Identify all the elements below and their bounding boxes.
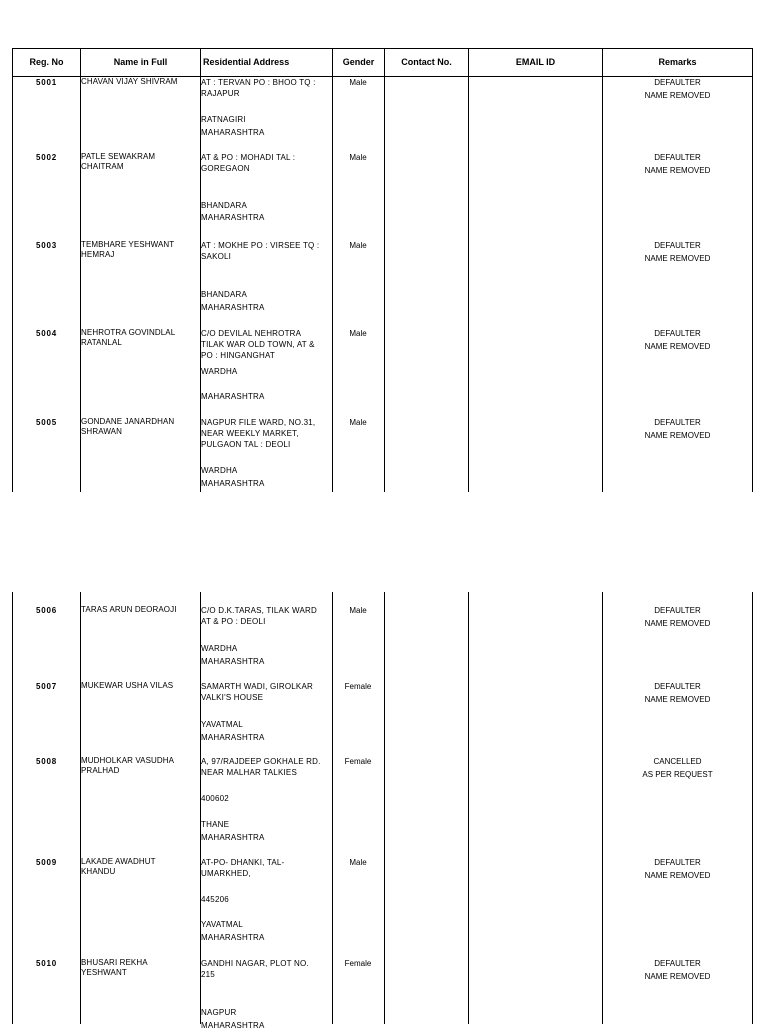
address-line: BHANDARA [201, 290, 248, 299]
header-reg-no: Reg. No [29, 57, 64, 67]
address-line: C/O DEVILAL NEHROTRA [201, 329, 302, 338]
header-name: Name in Full [113, 57, 168, 67]
name-line: KHANDU [81, 867, 116, 876]
remarks-cell [603, 77, 752, 102]
name-line: TEMBHARE YESHWANT [81, 240, 175, 249]
table-header-row [13, 49, 752, 77]
address-line: NAGPUR FILE WARD, NO.31, [201, 418, 316, 427]
remarks-line: DEFAULTER [654, 959, 701, 968]
address-line: NEAR WEEKLY MARKET, [201, 429, 299, 438]
header-address: Residential Address [203, 57, 290, 67]
address-cell [201, 857, 331, 943]
reg-no-cell: 5001 [36, 78, 57, 87]
address-line: MAHARASHTRA [201, 657, 265, 666]
remarks-line: NAME REMOVED [644, 694, 711, 704]
remarks-cell [603, 240, 752, 265]
table-block-top [12, 48, 753, 492]
address-line: THANE [201, 820, 230, 829]
remarks-line: NAME REMOVED [644, 618, 711, 628]
remarks-cell [603, 417, 752, 442]
remarks-line: AS PER REQUEST [642, 769, 713, 779]
address-line: TILAK WAR OLD TOWN, AT & [201, 340, 315, 349]
name-cell [81, 756, 199, 776]
column-divider [384, 592, 385, 1024]
address-line: MAHARASHTRA [201, 213, 265, 222]
name-line: PRALHAD [81, 766, 120, 775]
header-gender: Gender [342, 57, 375, 67]
remarks-line: NAME REMOVED [644, 165, 711, 175]
address-line: PO : HINGANGHAT [201, 351, 275, 360]
address-line: BHANDARA [201, 201, 248, 210]
address-line: YAVATMAL [201, 720, 243, 729]
address-line: PULGAON TAL : DEOLI [201, 440, 291, 449]
header-remarks: Remarks [658, 57, 697, 67]
remarks-line: DEFAULTER [654, 153, 701, 162]
address-line: MAHARASHTRA [201, 1021, 265, 1030]
remarks-line: NAME REMOVED [644, 971, 711, 981]
gender-cell: Male [349, 606, 367, 615]
remarks-cell [603, 152, 752, 177]
address-line: NAGPUR [201, 1008, 237, 1017]
remarks-line: DEFAULTER [654, 606, 701, 615]
remarks-cell [603, 857, 752, 882]
address-line: UMARKHED, [201, 869, 251, 878]
address-line: A, 97/RAJDEEP GOKHALE RD. [201, 757, 321, 766]
address-line: MAHARASHTRA [201, 392, 265, 401]
name-line: SHRAWAN [81, 427, 122, 436]
address-line: YAVATMAL [201, 920, 243, 929]
address-line: 400602 [201, 794, 229, 803]
address-line: AT & PO : DEOLI [201, 617, 266, 626]
gender-cell: Female [344, 682, 372, 691]
address-line: MAHARASHTRA [201, 128, 265, 137]
name-line: NEHROTRA GOVINDLAL [81, 328, 176, 337]
name-cell [81, 240, 199, 260]
address-cell [201, 240, 331, 313]
remarks-line: DEFAULTER [654, 78, 701, 87]
address-line: MAHARASHTRA [201, 733, 265, 742]
column-divider [384, 49, 385, 492]
gender-cell: Male [349, 329, 367, 338]
name-line: LAKADE AWADHUT [81, 857, 156, 866]
remarks-cell [603, 681, 752, 706]
gender-cell: Male [349, 153, 367, 162]
address-cell [201, 958, 331, 1031]
name-cell [81, 417, 199, 437]
reg-no-cell: 5008 [36, 757, 57, 766]
name-cell [81, 605, 199, 615]
remarks-line: DEFAULTER [654, 858, 701, 867]
address-line: 215 [201, 970, 215, 979]
name-line: HEMRAJ [81, 250, 115, 259]
address-line: GANDHI NAGAR, PLOT NO. [201, 959, 309, 968]
column-divider [468, 49, 469, 492]
address-cell [201, 756, 331, 843]
address-cell [201, 681, 331, 743]
address-line: AT : TERVAN PO : BHOO TQ : [201, 78, 316, 87]
address-line: C/O D.K.TARAS, TILAK WARD [201, 606, 317, 615]
address-line: MAHARASHTRA [201, 833, 265, 842]
address-line: VALKI'S HOUSE [201, 693, 264, 702]
gender-cell: Male [349, 241, 367, 250]
gender-cell: Male [349, 858, 367, 867]
name-line: BHUSARI REKHA [81, 958, 148, 967]
remarks-line: CANCELLED [653, 757, 702, 766]
address-line: WARDHA [201, 367, 238, 376]
remarks-cell [603, 958, 752, 983]
reg-no-cell: 5009 [36, 858, 57, 867]
gender-cell: Male [349, 78, 367, 87]
address-cell [201, 605, 331, 667]
remarks-line: DEFAULTER [654, 329, 701, 338]
name-line: MUKEWAR USHA VILAS [81, 681, 174, 690]
remarks-line: DEFAULTER [654, 418, 701, 427]
reg-no-cell: 5006 [36, 606, 57, 615]
address-cell [201, 152, 331, 223]
address-line: RAJAPUR [201, 89, 240, 98]
column-divider [468, 592, 469, 1024]
address-line: SAKOLI [201, 252, 232, 261]
name-cell [81, 958, 199, 978]
address-line: AT-PO- DHANKI, TAL- [201, 858, 285, 867]
address-line: GOREGAON [201, 164, 250, 173]
address-cell [201, 328, 331, 402]
reg-no-cell: 5004 [36, 329, 57, 338]
header-email: EMAIL ID [515, 57, 556, 67]
remarks-cell [603, 605, 752, 630]
reg-no-cell: 5003 [36, 241, 57, 250]
header-contact: Contact No. [401, 57, 452, 67]
name-line: TARAS ARUN DEORAOJI [81, 605, 177, 614]
address-line: 445206 [201, 895, 229, 904]
remarks-line: NAME REMOVED [644, 253, 711, 263]
reg-no-cell: 5010 [36, 959, 57, 968]
gender-cell: Female [344, 757, 372, 766]
address-cell [201, 417, 331, 489]
reg-no-cell: 5007 [36, 682, 57, 691]
remarks-cell [603, 328, 752, 353]
name-line: CHAITRAM [81, 162, 124, 171]
remarks-line: NAME REMOVED [644, 341, 711, 351]
address-line: MAHARASHTRA [201, 479, 265, 488]
remarks-line: DEFAULTER [654, 682, 701, 691]
name-cell [81, 77, 199, 87]
name-cell [81, 328, 199, 348]
name-cell [81, 681, 199, 691]
name-line: MUDHOLKAR VASUDHA [81, 756, 175, 765]
gender-cell: Male [349, 418, 367, 427]
remarks-line: DEFAULTER [654, 241, 701, 250]
remarks-line: NAME REMOVED [644, 430, 711, 440]
table-block-bottom [12, 592, 753, 1030]
name-cell [81, 857, 199, 877]
address-line: MAHARASHTRA [201, 303, 265, 312]
remarks-line: NAME REMOVED [644, 90, 711, 100]
name-cell [81, 152, 199, 172]
address-cell [201, 77, 331, 138]
address-line: RATNAGIRI [201, 115, 246, 124]
address-line: WARDHA [201, 466, 238, 475]
reg-no-cell: 5005 [36, 418, 57, 427]
address-line: AT : MOKHE PO : VIRSEE TQ : [201, 241, 320, 250]
address-line: AT & PO : MOHADI TAL : [201, 153, 296, 162]
remarks-line: NAME REMOVED [644, 870, 711, 880]
name-line: CHAVAN VIJAY SHIVRAM [81, 77, 178, 86]
address-line: NEAR MALHAR TALKIES [201, 768, 297, 777]
address-line: WARDHA [201, 644, 238, 653]
remarks-cell [603, 756, 752, 781]
address-line: MAHARASHTRA [201, 933, 265, 942]
gender-cell: Female [344, 959, 372, 968]
reg-no-cell: 5002 [36, 153, 57, 162]
name-line: RATANLAL [81, 338, 122, 347]
name-line: GONDANE JANARDHAN [81, 417, 175, 426]
name-line: PATLE SEWAKRAM [81, 152, 156, 161]
name-line: YESHWANT [81, 968, 127, 977]
address-line: SAMARTH WADI, GIROLKAR [201, 682, 313, 691]
